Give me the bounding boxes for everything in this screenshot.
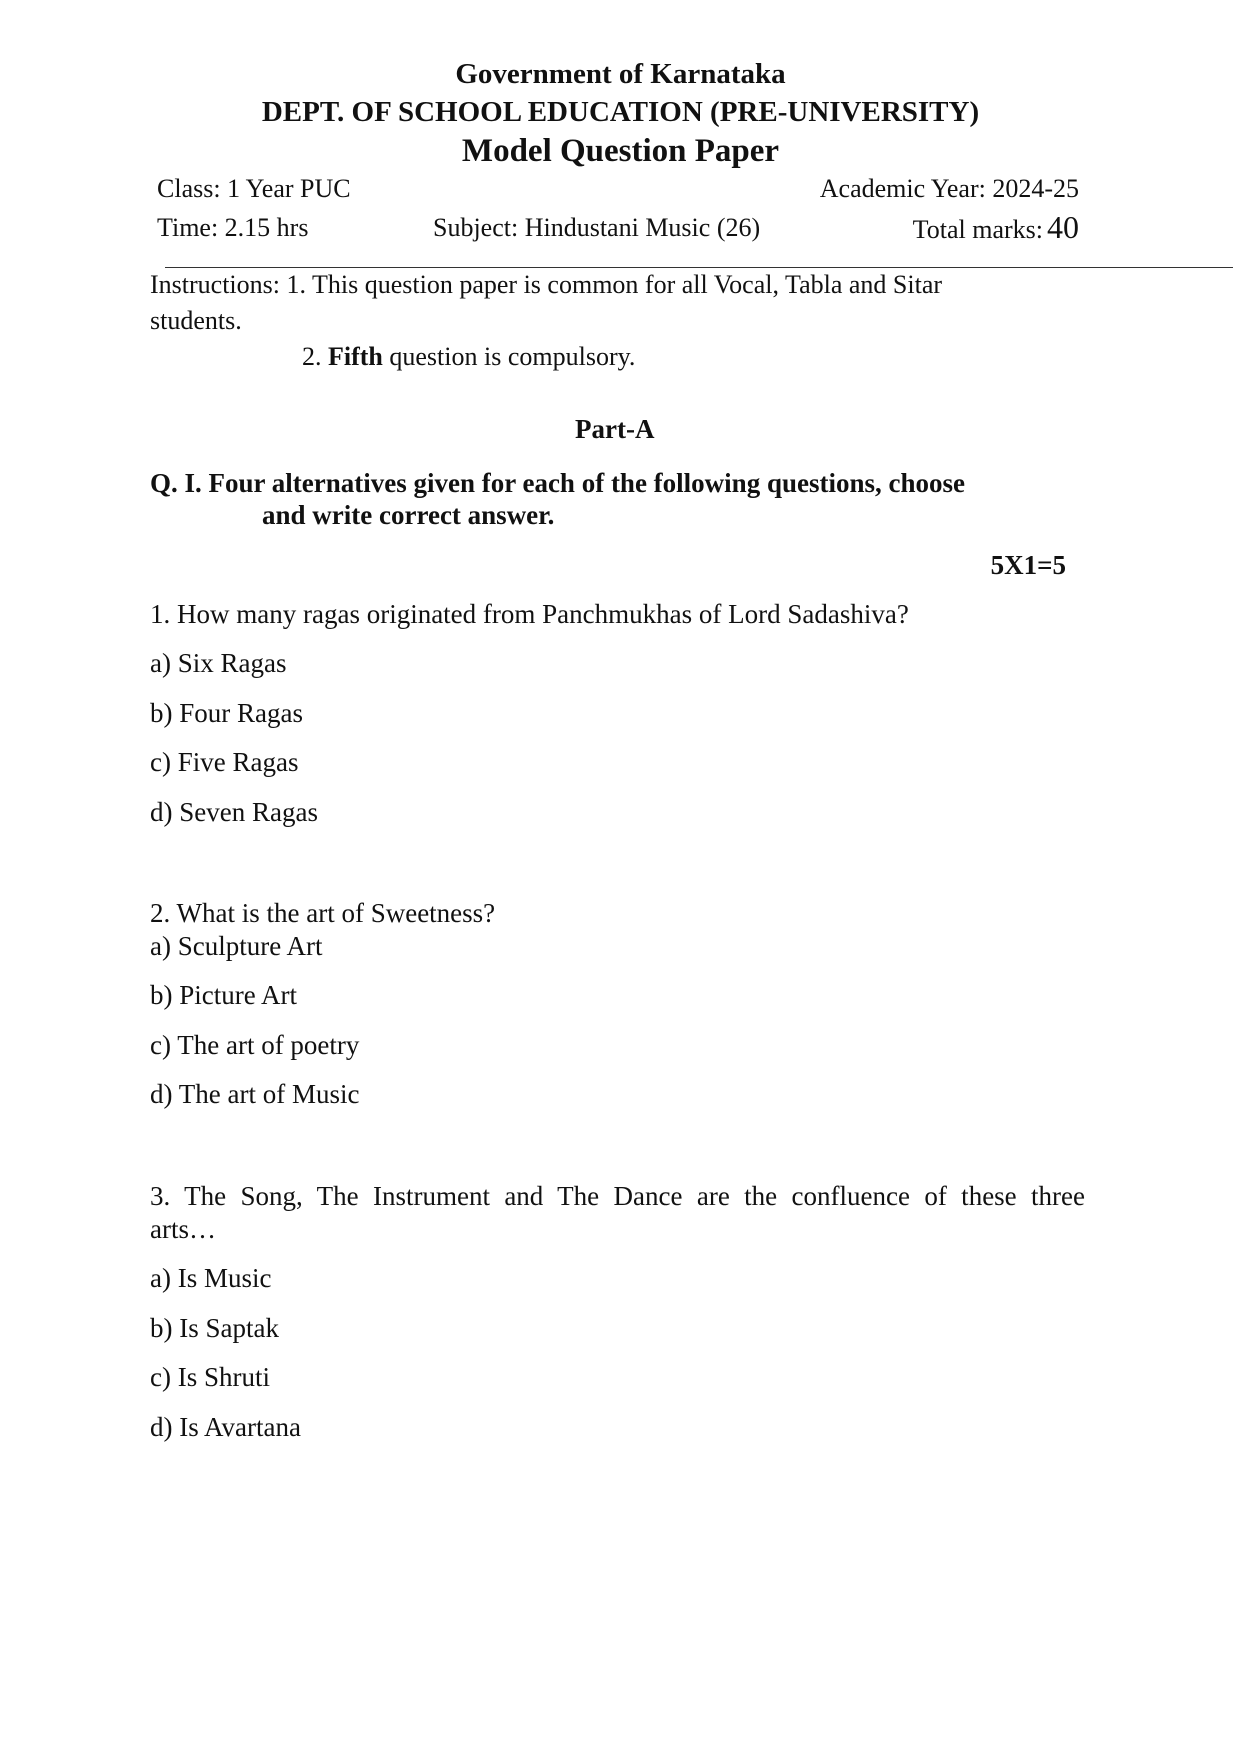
question-2: 2. What is the art of Sweetness? bbox=[150, 898, 496, 928]
department-title: DEPT. OF SCHOOL EDUCATION (PRE-UNIVERSITY) bbox=[261, 96, 980, 128]
instruction-2-number: 2. bbox=[302, 342, 322, 371]
q1-option-b: b) Four Ragas bbox=[150, 698, 303, 728]
q1-option-a: a) Six Ragas bbox=[150, 648, 287, 678]
question-3: 3. The Song, The Instrument and The Dance are the confluence of these three bbox=[150, 1181, 1085, 1211]
q2-option-b: b) Picture Art bbox=[150, 980, 297, 1010]
q3-option-d: d) Is Avartana bbox=[150, 1412, 301, 1442]
total-marks bbox=[913, 209, 1079, 246]
instruction-2-text: question is compulsory. bbox=[389, 342, 636, 371]
government-title: Government of Karnataka bbox=[455, 58, 786, 90]
instruction-1: Instructions: 1. This question paper is common for all Vocal, Tabla and Sitar bbox=[150, 270, 943, 299]
q3-option-c: c) Is Shruti bbox=[150, 1362, 270, 1392]
q3-option-b: b) Is Saptak bbox=[150, 1313, 279, 1343]
q3-option-a: a) Is Music bbox=[150, 1263, 272, 1293]
paper-title: Model Question Paper bbox=[461, 133, 780, 169]
q2-option-c: c) The art of poetry bbox=[150, 1030, 360, 1060]
instruction-2 bbox=[302, 342, 635, 372]
total-marks-value: 40 bbox=[1047, 209, 1079, 245]
section-heading: Q. I. Four alternatives given for each of the following questions, choose bbox=[150, 468, 965, 498]
class-label: Class: 1 Year PUC bbox=[157, 174, 351, 203]
part-heading: Part-A bbox=[575, 414, 655, 444]
section-marks: 5X1=5 bbox=[990, 550, 1066, 580]
q2-option-d: d) The art of Music bbox=[150, 1079, 360, 1109]
q2-option-a: a) Sculpture Art bbox=[150, 931, 323, 961]
instruction-1-continued: students. bbox=[150, 306, 242, 335]
question-3-continued: arts… bbox=[150, 1214, 216, 1244]
total-marks-label: Total marks: bbox=[912, 215, 1043, 244]
question-1: 1. How many ragas originated from Panchmukhas of Lord Sadashiva? bbox=[150, 599, 909, 629]
academic-year: Academic Year: 2024-25 bbox=[819, 174, 1079, 203]
section-heading-continued: and write correct answer. bbox=[262, 500, 555, 530]
q1-option-c: c) Five Ragas bbox=[150, 747, 299, 777]
header-divider bbox=[165, 267, 1233, 268]
time-label: Time: 2.15 hrs bbox=[157, 213, 309, 242]
instruction-2-bold: Fifth bbox=[328, 342, 383, 371]
q1-option-d: d) Seven Ragas bbox=[150, 797, 318, 827]
subject-label: Subject: Hindustani Music (26) bbox=[433, 213, 761, 242]
